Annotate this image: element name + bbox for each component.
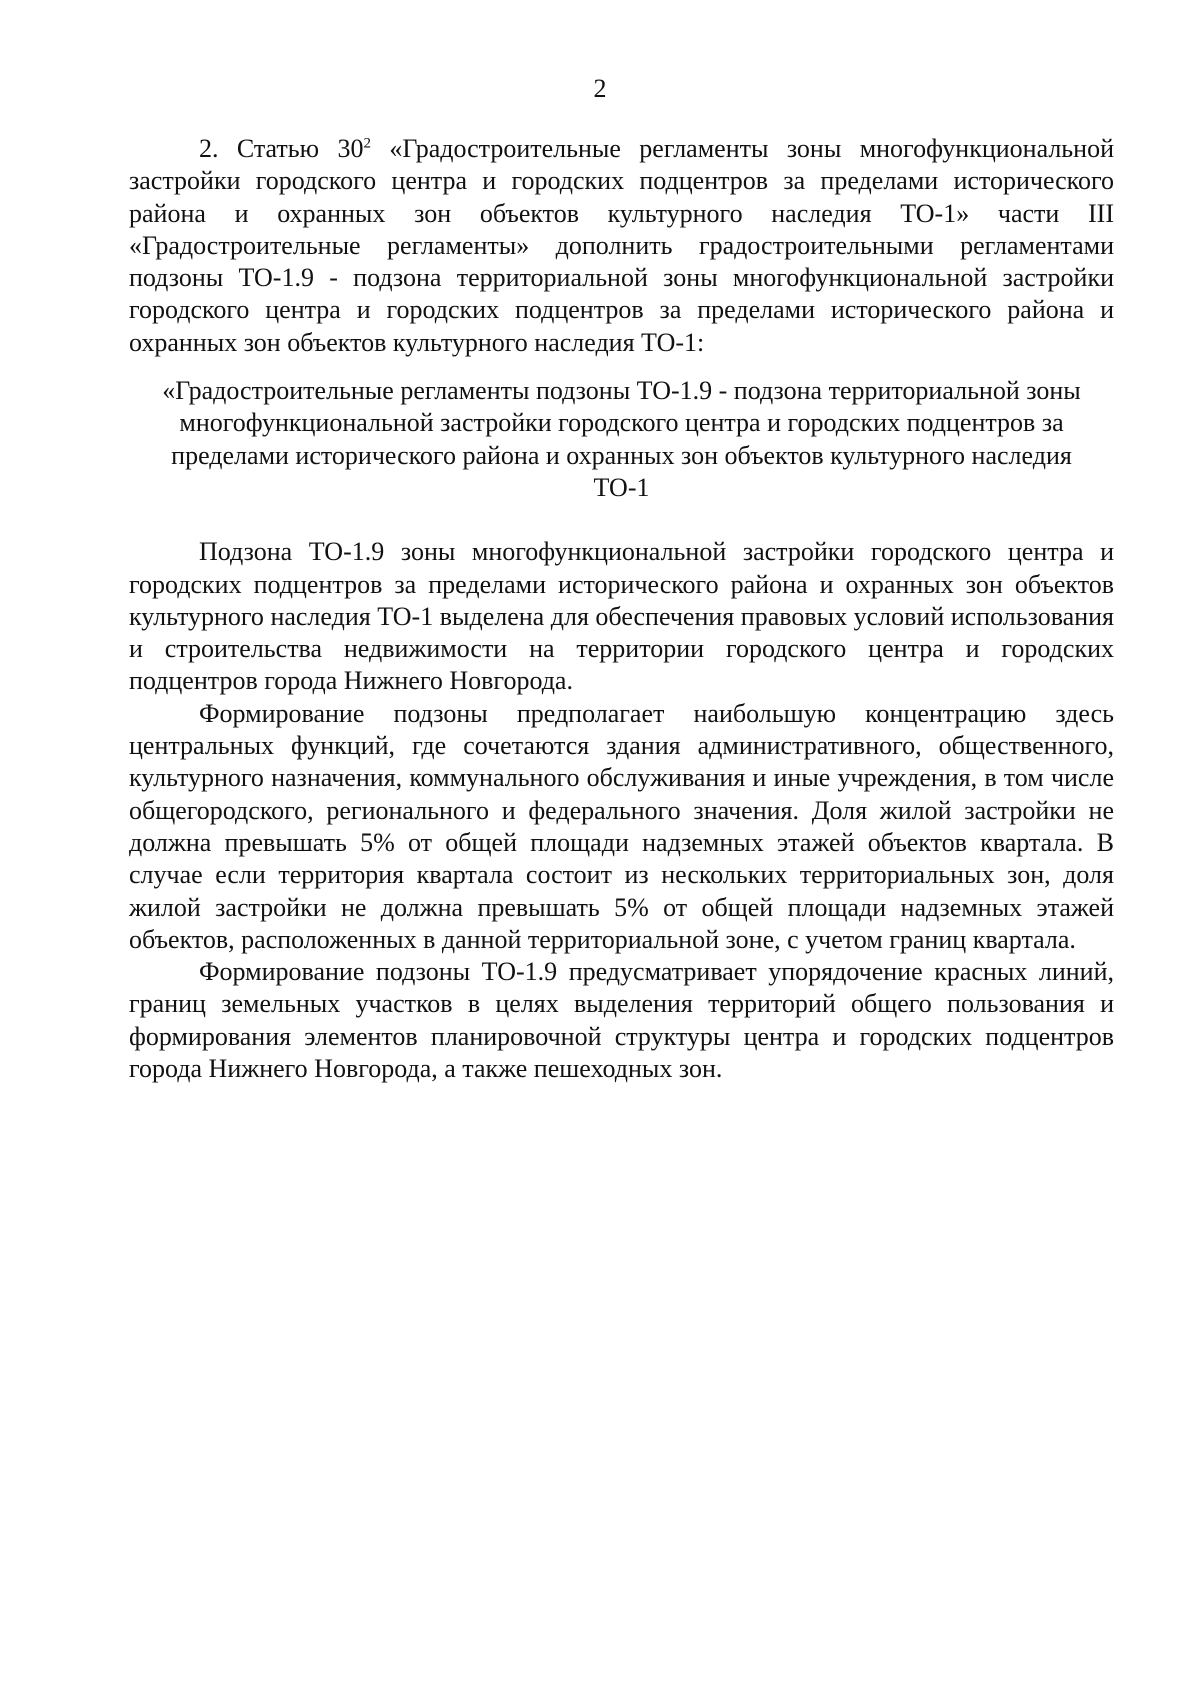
body-paragraph-3: Формирование подзоны ТО-1.9 предусматривает упорядочение красных линий, границ земельных участков в целях выделения территорий общего пользования и формирования элементов планировочной структуры центра и городских подцентров города Нижнего Новгорода, а также пешеходных зон. — [129, 957, 1114, 1084]
amendment-text-start: 2. Статью 30 — [199, 134, 364, 163]
page-number: 2 — [593, 74, 607, 103]
amendment-text-rest: «Градостроительные регламенты зоны многофункциональной застройки городского центра и городских подцентров за пределами исторического района и охранных зон объектов культурного наследия ТО-1» части III «Градостроительные регламенты» дополнить градостроительными регламентами подзоны ТО-1.9 - подзона территориальной зоны многофункциональной застройки городского центра и городских подцентров за пределами исторического района и охранных зон объектов культурного наследия ТО-1: — [129, 134, 1114, 357]
document-body — [129, 133, 1114, 1085]
amendment-paragraph — [129, 133, 1114, 359]
article-superscript: 2 — [363, 135, 371, 152]
body-paragraph-2: Формирование подзоны предполагает наибольшую концентрацию здесь центральных функций, где сочетаются здания административного, общественного, культурного назначения, коммунального обслуживания и иные учреждения, в том числе общегородского, регионального и федерального значения. Доля жилой застройки не должна превышать 5% от общей площади надземных этажей объектов квартала. В случае если территория квартала состоит из нескольких территориальных зон, доля жилой застройки не должна превышать 5% от общей площади надземных этажей объектов, расположенных в данной территориальной зоне, с учетом границ квартала. — [129, 698, 1114, 954]
body-paragraph-1: Подзона ТО-1.9 зоны многофункциональной застройки городского центра и городских подцентров за пределами исторического района и охранных зон объектов культурного наследия ТО-1 выделена для обеспечения правовых условий использования и строительства недвижимости на территории городского центра и городских подцентров города Нижнего Новгорода. — [129, 537, 1114, 696]
spacer — [129, 504, 1114, 536]
section-heading: «Градостроительные регламенты подзоны ТО-1.9 - подзона территориальной зоны многофункциональной застройки городского центра и городских подцентров за пределами исторического района и охранных зон объектов культурного наследия ТО-1 — [162, 376, 1081, 502]
